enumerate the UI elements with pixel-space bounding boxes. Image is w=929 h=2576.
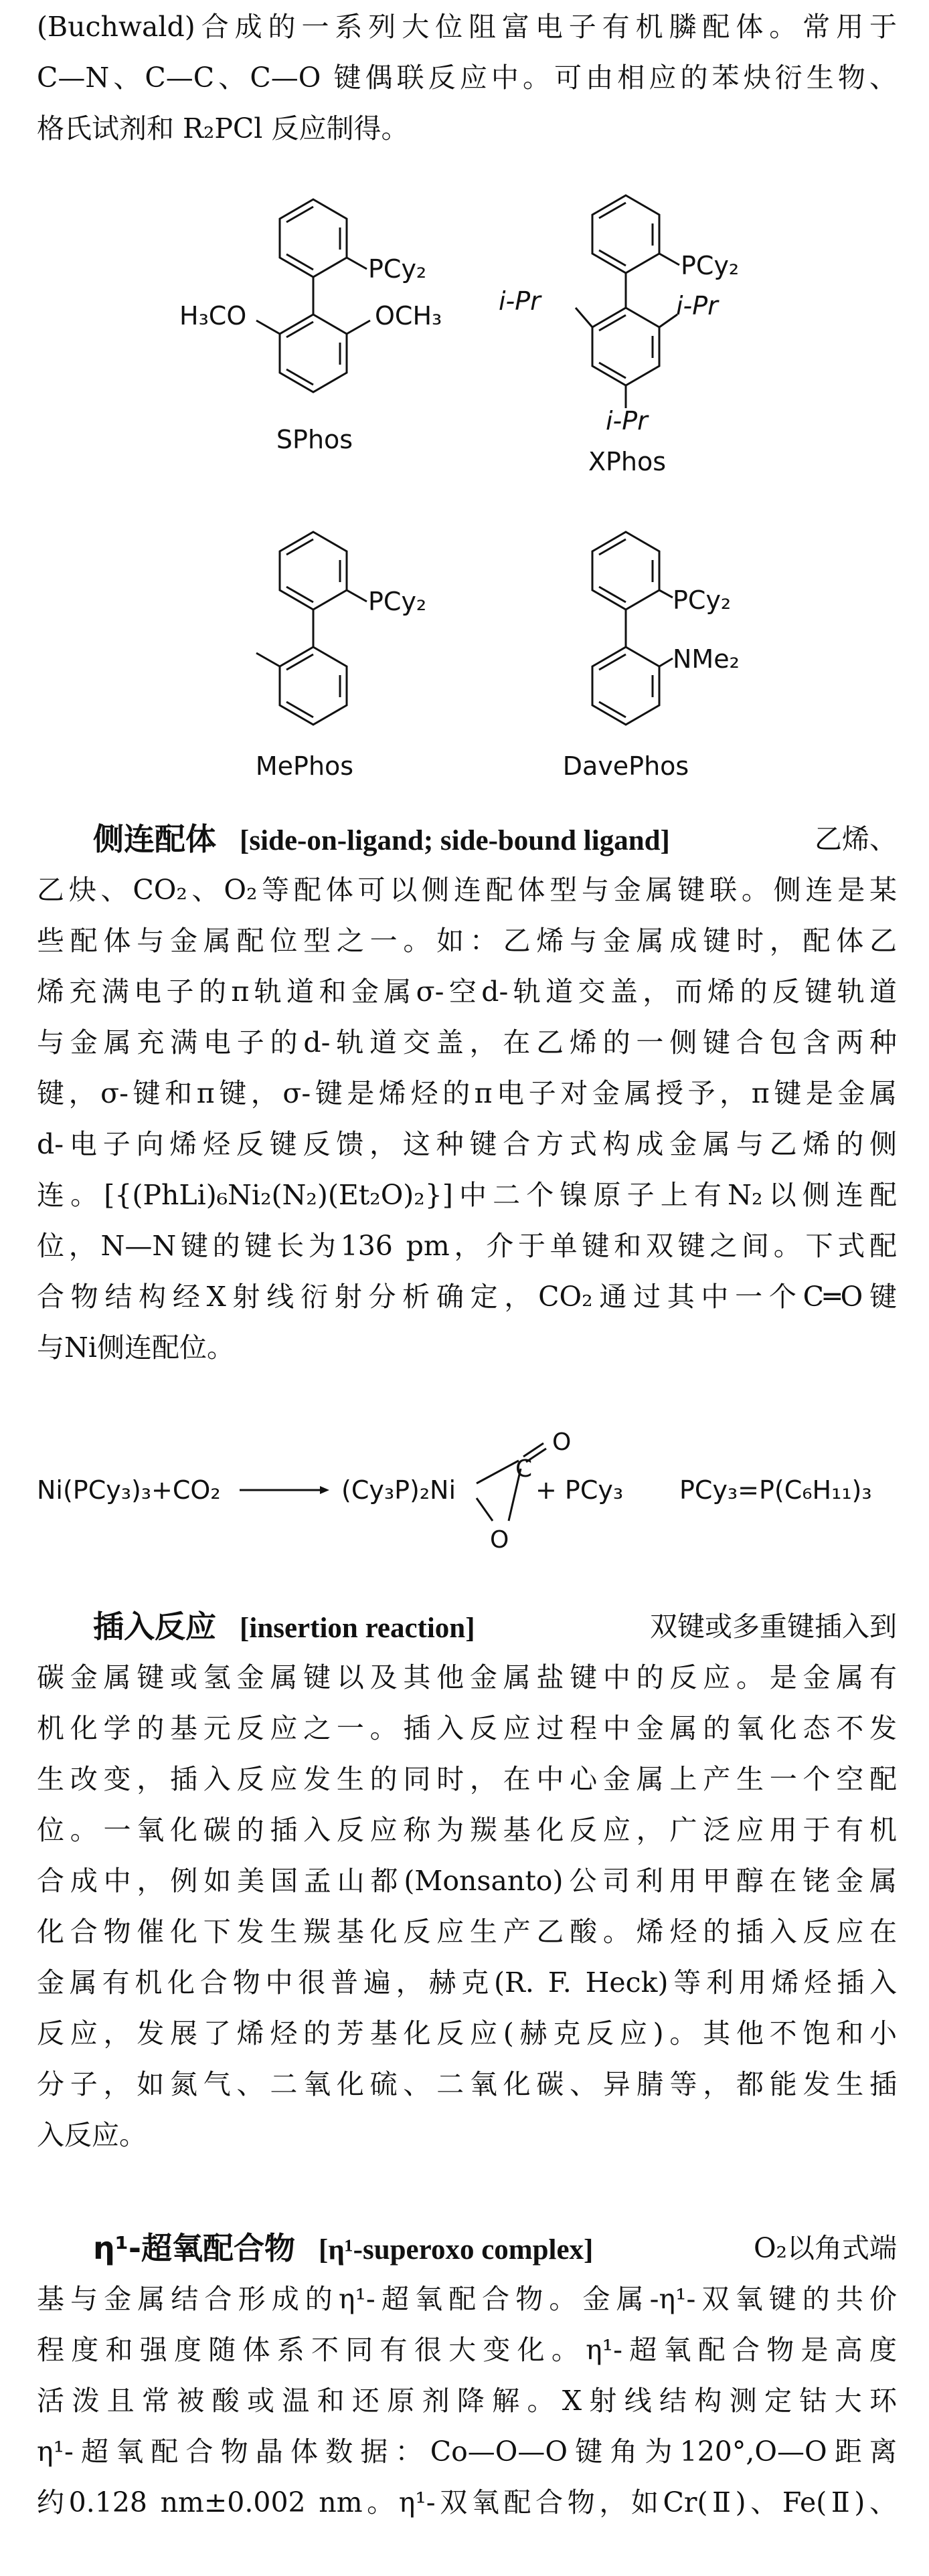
superoxo-paragraph [37,2223,897,2528]
xphos-ipr-bottom: i-Pr [606,406,648,436]
equation-o-bottom: O [490,1526,509,1554]
superoxo-heading-cn: η¹-超氧配合物 [93,2230,295,2266]
superoxo-line: 程度和强度随体系不同有很大变化。η¹-超氧配合物是高度 [37,2334,897,2366]
superoxo-line: 约0.128 nm±0.002 nm。η¹-双氧配合物，如Cr(Ⅱ)、Fe(Ⅱ)、 [37,2486,897,2518]
davephos-pcy2: PCy₂ [673,585,732,615]
sphos-left-sub: H₃CO [179,301,247,331]
insertion-paragraph [37,1601,897,2160]
insertion-line: 合成中，例如美国孟山都(Monsanto)公司利用甲醇在铑金属 [37,1865,897,1897]
intro-line: C—N、C—C、C—O 键偶联反应中。可由相应的苯炔衍生物、 [37,62,897,94]
equation-c-atom: C [515,1455,533,1483]
insertion-line: 金属有机化合物中很普遍，赫克(R. F. Heck)等利用烯烃插入 [37,1966,897,1999]
intro-paragraph [37,1,897,154]
side-on-paragraph [37,814,897,1373]
equation-definition: PCy₃=P(C₆H₁₁)₃ [679,1475,872,1505]
equation-product: (Cy₃P)₂Ni [341,1475,456,1505]
side-on-line: 些配体与金属配位型之一。如：乙烯与金属成键时，配体乙 [37,925,897,957]
insertion-line: 反应，发展了烯烃的芳基化反应(赫克反应)。其他不饱和小 [37,2017,897,2049]
side-on-first-text: 乙烯、 [815,823,897,855]
superoxo-line: 活泼且常被酸或温和还原剂降解。X射线结构测定钴大环 [37,2385,897,2417]
insertion-heading-en: [insertion reaction] [240,1613,475,1644]
insertion-line: 机化学的基元反应之一。插入反应过程中金属的氧化态不发 [37,1712,897,1744]
insertion-line: 碳金属键或氢金属键以及其他金属盐键中的反应。是金属有 [37,1661,897,1693]
ligand-structures [0,181,929,843]
superoxo-line: 基与金属结合形成的η¹-超氧配合物。金属-η¹-双氧键的共价 [37,2283,897,2315]
side-on-head-line [37,814,897,864]
mephos-structure [256,532,426,781]
side-on-line: d-电子向烯烃反键反馈，这种键合方式构成金属与乙烯的侧 [37,1128,897,1160]
side-on-line: 合物结构经X射线衍射分析确定，CO₂通过其中一个C═O键 [37,1281,897,1313]
sphos-right-sub: OCH₃ [375,301,442,331]
insertion-line: 位。一氧化碳的插入反应称为羰基化反应，广泛应用于有机 [37,1814,897,1846]
insertion-heading-cn: 插入反应 [93,1608,216,1645]
insertion-line: 入反应。 [37,2119,147,2151]
xphos-ipr-right: i-Pr [676,291,718,320]
side-on-heading-cn: 侧连配体 [93,821,216,857]
sphos-label: SPhos [276,425,353,454]
mephos-label: MePhos [255,751,354,781]
superoxo-line: η¹-超氧配合物晶体数据：Co—O—O键角为120°,O—O距离 [37,2435,897,2468]
superoxo-head-line [37,2223,897,2274]
mephos-pcy2: PCy₂ [368,587,427,616]
insertion-line: 生改变，插入反应发生的同时，在中心金属上产生一个空配 [37,1763,897,1795]
side-on-line: 位，N—N键的键长为136 pm，介于单键和双键之间。下式配 [37,1230,897,1262]
side-on-heading-en: [side-on-ligand; side-bound ligand] [240,825,670,856]
insertion-line: 化合物催化下发生羰基化反应生产乙酸。烯烃的插入反应在 [37,1916,897,1948]
insertion-first-text: 双键或多重键插入到 [650,1611,897,1643]
equation-o-top: O [552,1429,572,1456]
xphos-structure [499,195,739,476]
sphos-structure [179,199,442,454]
superoxo-first-text: O₂以角式端 [753,2232,897,2264]
side-on-line: 与金属充满电子的d-轨道交盖，在乙烯的一侧键合包含两种 [37,1026,897,1059]
side-on-line: 键，σ-键和π键，σ-键是烯烃的π电子对金属授予，π键是金属 [37,1077,897,1109]
xphos-pcy2: PCy₂ [681,251,740,280]
insertion-head-line [37,1601,897,1652]
sphos-pcy2: PCy₂ [368,254,427,284]
equation-reactant: Ni(PCy₃)₃+CO₂ [37,1475,221,1505]
reaction-equation [0,1422,929,1556]
davephos-structure [563,532,740,781]
side-on-line: 连。[{(PhLi)₆Ni₂(N₂)(Et₂O)₂}]中二个镍原子上有N₂以侧连配 [37,1179,897,1211]
davephos-label: DavePhos [562,751,689,781]
intro-line: 格氏试剂和 R₂PCl 反应制得。 [37,112,409,145]
side-on-line: 与Ni侧连配位。 [37,1331,234,1364]
side-on-line: 烯充满电子的π轨道和金属σ-空d-轨道交盖，而烯的反键轨道 [37,976,897,1008]
side-on-line: 乙炔、CO₂、O₂等配体可以侧连配体型与金属键联。侧连是某 [37,874,897,906]
davephos-nme2: NMe₂ [673,644,740,674]
intro-line: (Buchwald)合成的一系列大位阻富电子有机膦配体。常用于 [37,11,897,43]
superoxo-heading-en: [η¹-superoxo complex] [319,2234,594,2266]
insertion-line: 分子，如氮气、二氧化硫、二氧化碳、异腈等，都能发生插 [37,2068,897,2100]
equation-plus-pcy3: + PCy₃ [535,1475,624,1505]
xphos-label: XPhos [588,447,667,476]
xphos-ipr-left: i-Pr [499,286,541,316]
